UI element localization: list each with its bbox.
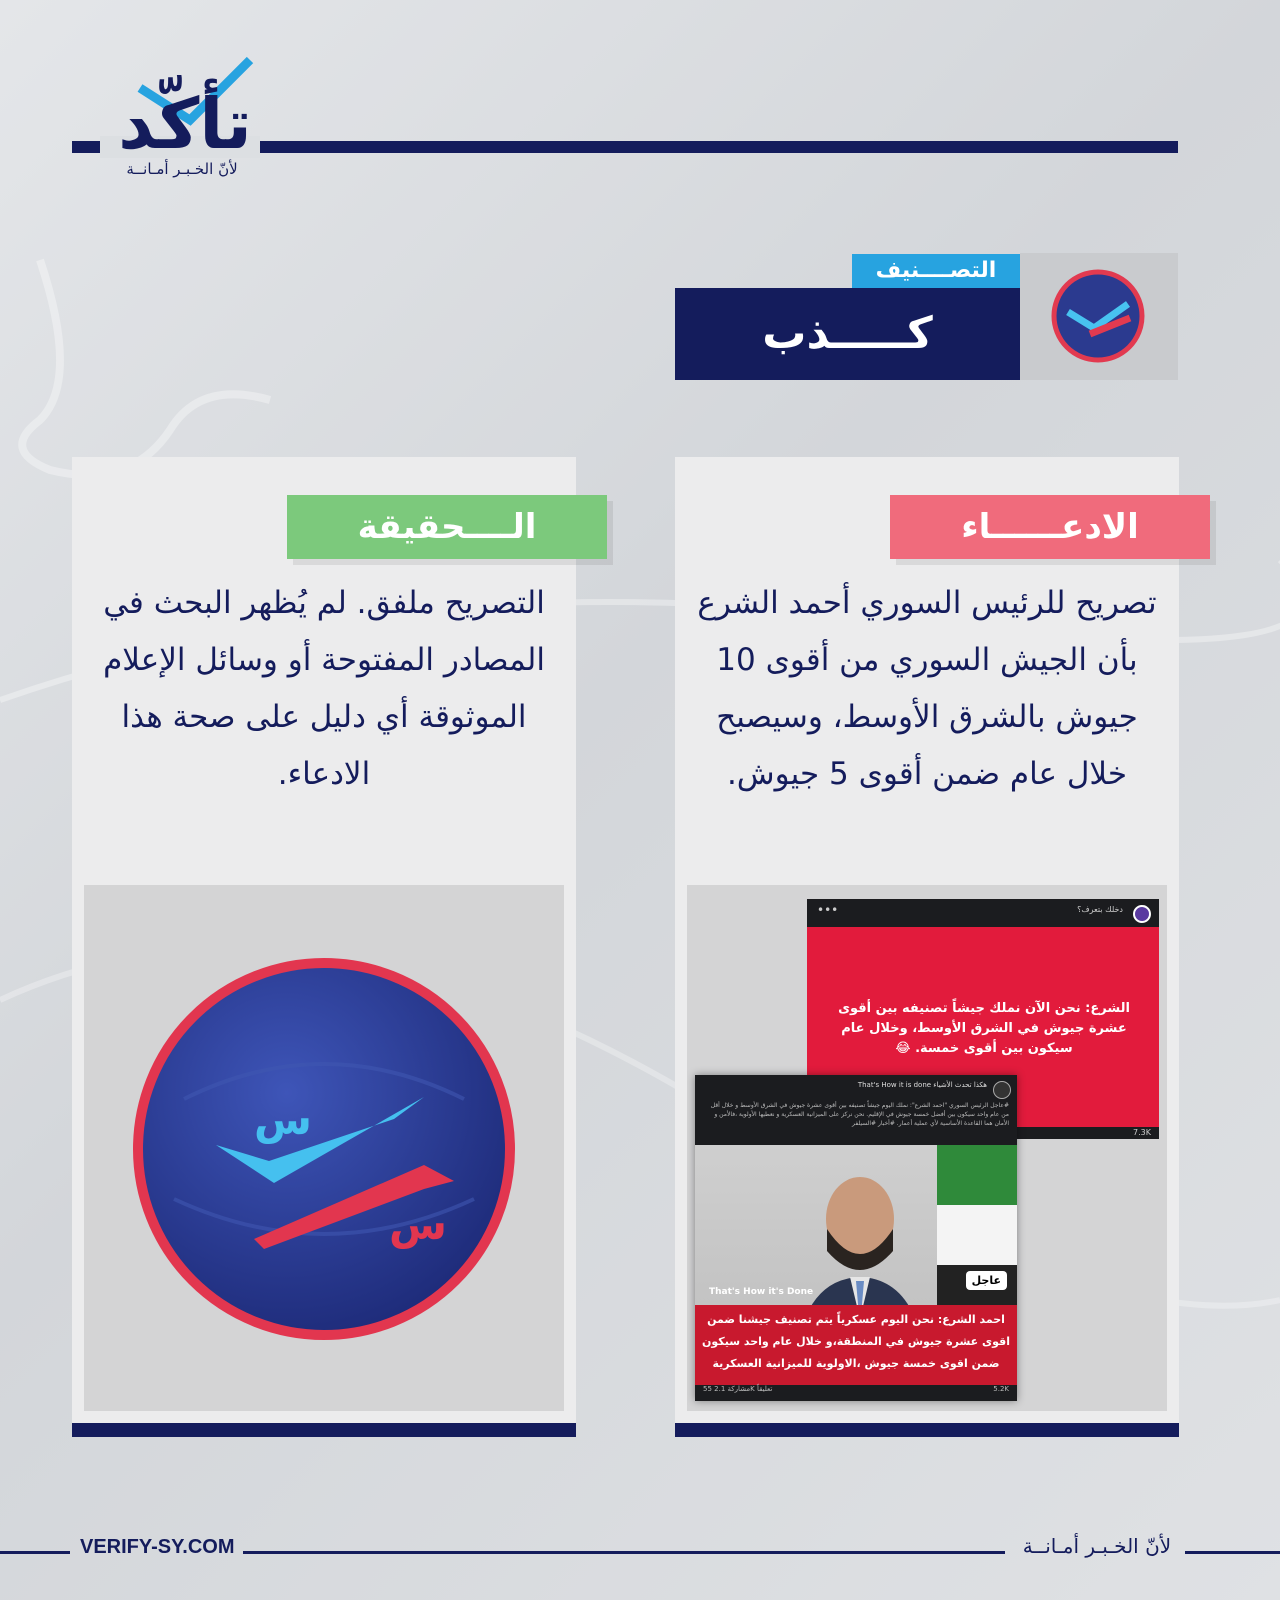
claim-tag: الادعــــــاء bbox=[890, 495, 1210, 559]
social-post-2 bbox=[695, 1075, 1017, 1401]
post-account: That's How it is done هكذا تحدث الأشياء bbox=[857, 1081, 987, 1089]
footer-rule-right bbox=[1185, 1551, 1280, 1554]
svg-text:س: س bbox=[389, 1200, 447, 1249]
post-quote: الشرع: نحن الآن نملك جيشاً تصنيفه بين أقوى عشرة جيوش في الشرق الأوسط، وخلال عام سيكون بين أقوى خمسة. 😂 bbox=[838, 1001, 1130, 1056]
claim-evidence bbox=[687, 885, 1167, 1411]
post-stats: 55 مشاركة 2.1K تعليقاً bbox=[703, 1385, 773, 1393]
post-brand: That's How it's Done bbox=[709, 1287, 814, 1297]
footer-tagline: لأنّ الخـبـر أمـانــة bbox=[1022, 1534, 1172, 1558]
panel-bottom-bar bbox=[675, 1423, 1179, 1437]
account-avatar bbox=[993, 1081, 1011, 1099]
fact-tag: الــــحقيقة bbox=[287, 495, 607, 559]
classification-value: كـــــذب bbox=[675, 288, 1020, 380]
logo-wordmark: تأكّد bbox=[118, 83, 252, 165]
footer-url[interactable]: VERIFY-SY.COM bbox=[80, 1536, 235, 1558]
fact-text: التصريح ملفق. لم يُظهر البحث في المصادر المفتوحة أو وسائل الإعلام الموثوقة أي دليل على صحة هذا الادعاء. bbox=[103, 585, 545, 792]
logo-tagline: لأنّ الخـبـر أمـانــة bbox=[126, 160, 238, 178]
verify-logo-icon bbox=[124, 949, 524, 1349]
footer-rule-middle bbox=[243, 1551, 1005, 1554]
more-icon[interactable]: ••• bbox=[817, 903, 839, 917]
footer-rule-left bbox=[0, 1551, 70, 1554]
breaking-badge: عاجل bbox=[966, 1271, 1007, 1290]
panel-bottom-bar bbox=[72, 1423, 576, 1437]
post-reactions: 5.2K bbox=[993, 1385, 1009, 1393]
claim-text: تصريح للرئيس السوري أحمد الشرع بأن الجيش السوري من أقوى 10 جيوش بالشرق الأوسط، وسيصبح خلال عام ضمن أقوى 5 جيوش. bbox=[697, 585, 1157, 792]
verify-badge-icon bbox=[1050, 268, 1146, 364]
post-headline: احمد الشرع: نحن اليوم عسكرياً يتم تصنيف جيشنا ضمن اقوى عشرة جيوش في المنطقة،و خلال عام واحد سيكون ضمن اقوى خمسة جيوش ،الاولوية للميزانية العسكرية bbox=[695, 1305, 1017, 1385]
post-image bbox=[695, 1145, 1017, 1385]
post-caption: #عاجل الرئيس السوري "احمد الشرع": نملك اليوم جيشاً تصنيفه بين أقوى عشرة جيوش في الشرق الأوسط و خلال أقل من عام واحد سيكون بين أفضل خمسة جيوش في الإقليم. نحن نركز على الميزانية العسكرية و نعطيها الأولوية ،فالأمن و الأمان هما القاعدة الأساسية لأي عملية أعمار. #أخبار #السيلفر bbox=[710, 1102, 1009, 1127]
classification-label: التصــــنيف bbox=[852, 254, 1020, 288]
svg-text:س: س bbox=[254, 1095, 312, 1144]
fact-panel bbox=[72, 457, 576, 1437]
post-reactions: 7.3K bbox=[1133, 1128, 1151, 1137]
claim-panel bbox=[675, 457, 1179, 1437]
account-avatar bbox=[1133, 905, 1151, 923]
post-account: دخلك بتعرف؟ bbox=[1077, 905, 1123, 914]
fact-evidence bbox=[84, 885, 564, 1411]
